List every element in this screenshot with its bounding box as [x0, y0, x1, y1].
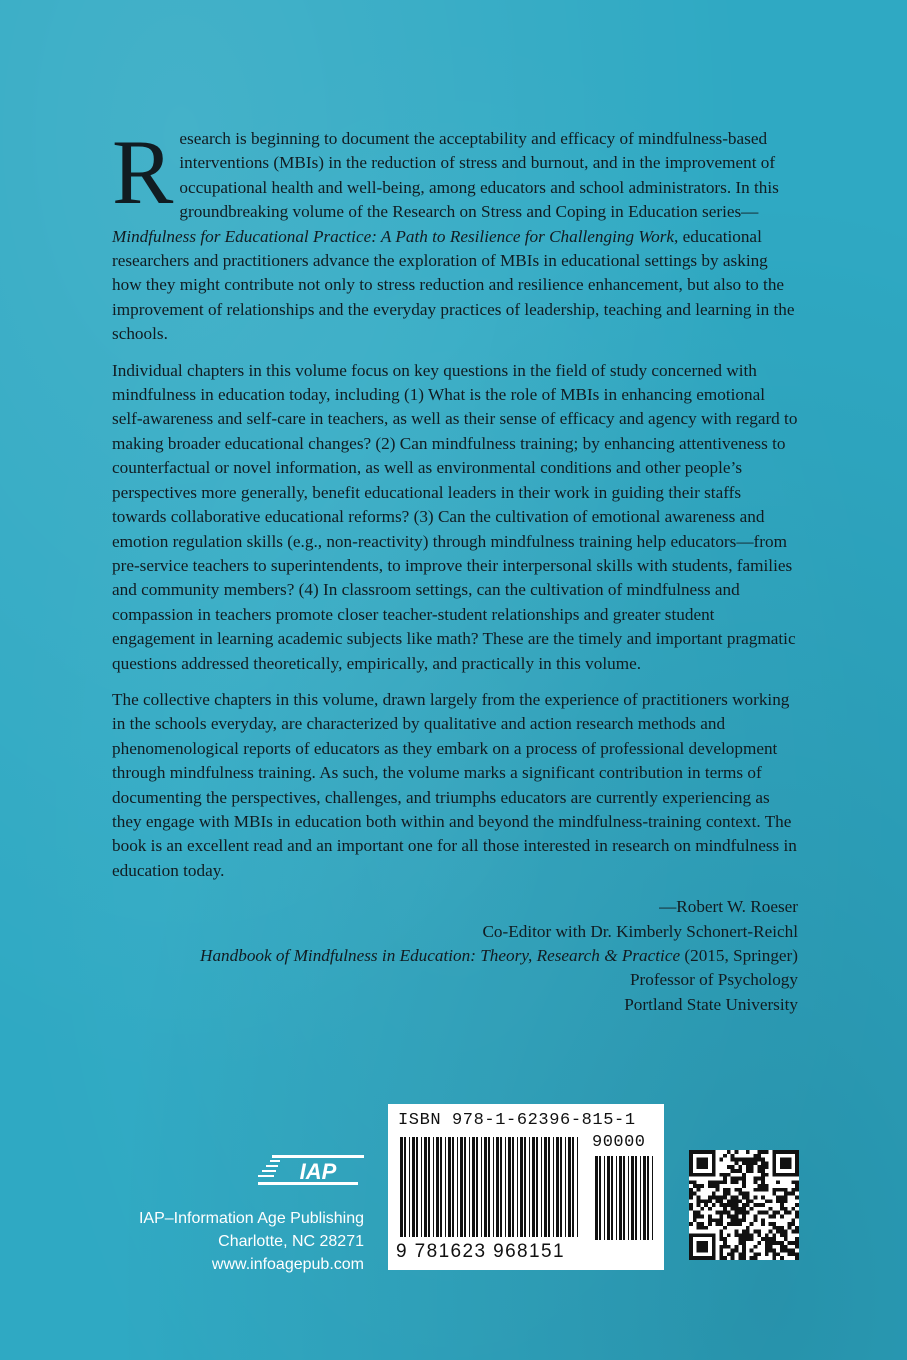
paragraph-intro — [112, 121, 798, 347]
endorser-name: —Robert W. Roeser — [659, 897, 798, 917]
handbook-title: Handbook of Mindfulness in Education: Theory, Research & Practice — [200, 946, 681, 965]
iap-logo — [258, 1152, 366, 1188]
endorser-position: Professor of Psychology — [629, 970, 798, 990]
intro-text-end: , educational researchers and practitioners advance the exploration of MBIs in educational settings by asking how they might contribute not only to stress reduction and resilience enhancement, but also to the improvement of relationships and the everyday practices of leadership, teaching and learning in the schools. — [112, 226, 795, 344]
isbn-label: ISBN 978-1-62396-815-1 — [398, 1111, 636, 1130]
price-code: 90000 — [592, 1133, 646, 1152]
drop-cap: R — [112, 121, 174, 223]
publisher-website: www.infoagepub.com — [211, 1256, 364, 1273]
paragraph-collective: The collective chapters in this volume, drawn largely from the experience of practitioners working in the schools everyday, are characterized by qualitative and action research methods and phenomenological reports of educators as they embark on a process of professional development through mindfulness training. As such, the volume marks a significant contribution in terms of documenting the perspectives, challenges, and triumphs educators are currently experiencing as they engage with MBIs in education both within and beyond the mindfulness-training context. The book is an excellent read and an important one for all those interested in research on mindfulness in education today. — [112, 689, 797, 880]
barcode-digits: 9 781623 968151 — [396, 1241, 565, 1262]
intro-text: esearch is beginning to document the acceptability and efficacy of mindfulness-based interventions (MBIs) in the reduction of stress and burnout, and in the improvement of occupational health and well-being, among educators and school administrators. In this groundbreaking volume of the Research on Stress and Coping in Education series— — [179, 129, 779, 222]
barcode-addon-bars — [593, 1156, 655, 1240]
handbook-note: (2015, Springer) — [680, 946, 798, 965]
publisher-name: IAP–Information Age Publishing — [138, 1210, 364, 1227]
endorser-handbook — [112, 944, 798, 968]
paragraph-chapters: Individual chapters in this volume focus on key questions in the field of study concerned with mindfulness in education today, including (1) What is the role of MBIs in enhancing emotional self-awareness and self-care in teachers, as well as their sense of efficacy and agency with regard to making broader educational changes? (2) Can mindfulness training; by enhancing attentiveness to counterfactual or novel information, as well as environmental conditions and other people’s perspectives more generally, benefit educational leaders in their work in guiding their staffs towards collaborative educational reforms? (3) Can the cultivation of emotional awareness and emotion regulation skills (e.g., non-reactivity) through mindfulness training help educators—from pre-service teachers to superintendents, to improve their interpersonal skills with students, families and community members? (4) In classroom settings, can the cultivation of mindfulness and compassion in teachers promote closer teacher-student relationships and greater student engagement in learning academic subjects like math? These are the timely and important pragmatic questions addressed theoretically, empirically, and practically in this volume. — [112, 360, 798, 673]
qr-code — [689, 1150, 799, 1260]
endorser-role: Co-Editor with Dr. Kimberly Schonert-Reichl — [482, 921, 798, 941]
publisher-location: Charlotte, NC 28271 — [218, 1233, 364, 1250]
endorsement-attribution — [112, 895, 798, 1017]
back-cover-blurb — [112, 121, 798, 1017]
isbn-barcode — [388, 1104, 664, 1270]
barcode-bars — [398, 1137, 582, 1237]
publisher-info — [139, 1207, 364, 1276]
iap-logo-text: IAP — [299, 1159, 337, 1184]
book-title-italic: Mindfulness for Educational Practice: A Path to Resilience for Challenging Work — [112, 226, 675, 246]
endorser-institution: Portland State University — [624, 994, 798, 1014]
